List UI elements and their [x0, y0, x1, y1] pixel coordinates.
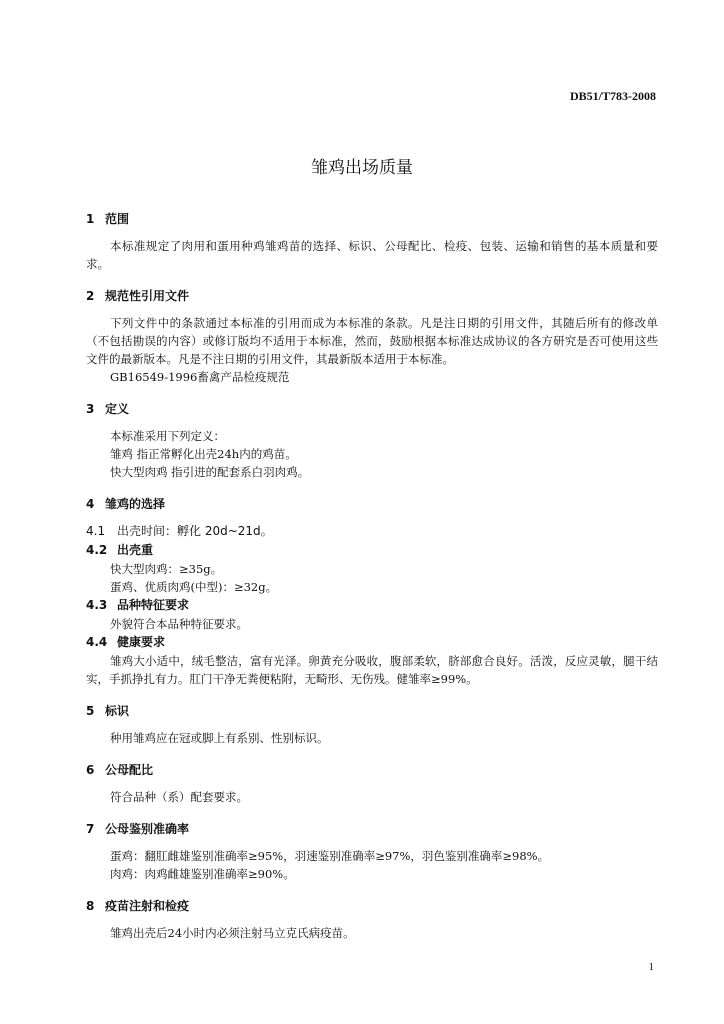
- section-labeling: [86, 702, 658, 747]
- page-title: 雏鸡出场质量: [311, 158, 413, 178]
- text-line: 本标准采用下列定义：: [110, 429, 225, 443]
- text-line: 外貌符合本品种特征要求。: [110, 617, 248, 631]
- definition-item: 快大型肉鸡 指引进的配套系白羽肉鸡。: [110, 465, 310, 479]
- section-chick-selection: [86, 495, 658, 688]
- document-body: [86, 210, 658, 956]
- paragraph: 下列文件中的条款通过本标准的引用而成为本标准的条款。凡是注日期的引用文件，其随后所有的修改单（不包括勘误的内容）或修订版均不适用于本标准，然而，鼓励根据本标准达成协议的各方研究是否可使用这些文件的最新版本。凡是不注日期的引用文件，其最新版本适用于本标准。: [86, 316, 658, 366]
- section-heading: 1 范围: [86, 212, 130, 226]
- paragraph: 雏鸡大小适中，绒毛整洁，富有光泽。卵黄充分吸收，腹部柔软，脐部愈合良好。活泼，反应灵敏，腿干结实，手抓挣扎有力。肛门干净无粪便粘附，无畸形、无伤残。健雏率≥99%。: [86, 654, 658, 686]
- document-code: DB51/T783-2008: [569, 89, 656, 103]
- section-vaccination: [86, 897, 658, 942]
- section-heading: 8 疫苗注射和检疫: [86, 899, 190, 913]
- section-heading: 2 规范性引用文件: [86, 289, 190, 303]
- subsection-heading: 4.2 出壳重: [86, 543, 154, 557]
- section-sex-ratio: [86, 761, 658, 806]
- section-definitions: [86, 400, 658, 481]
- paragraph: 本标准规定了肉用和蛋用种鸡雏鸡苗的选择、标识、公母配比、检疫、包装、运输和销售的基本质量和要求。: [86, 239, 658, 271]
- section-heading: 6 公母配比: [86, 763, 154, 777]
- definition-item: 雏鸡 指正常孵化出壳24h内的鸡苗。: [110, 447, 297, 461]
- page-number: 1: [648, 961, 654, 973]
- section-normative-references: [86, 287, 658, 386]
- text-line: 蛋鸡、优质肉鸡(中型)：≥32g。: [110, 580, 278, 594]
- text-line: 雏鸡出壳后24小时内必须注射马立克氏病疫苗。: [110, 926, 355, 940]
- subsection-hatch-time: 4.1 出壳时间：孵化 20d~21d。: [86, 524, 273, 538]
- subsection-heading: 4.4 健康要求: [86, 635, 166, 649]
- text-line: 符合品种（系）配套要求。: [110, 790, 248, 804]
- reference-item: GB16549-1996畜禽产品检疫规范: [110, 370, 290, 384]
- section-sexing-accuracy: [86, 820, 658, 883]
- text-line: 蛋鸡：翻肛雌雄鉴别准确率≥95%，羽速鉴别准确率≥97%，羽色鉴别准确率≥98%。: [110, 849, 550, 863]
- subsection-heading: 4.3 品种特征要求: [86, 598, 190, 612]
- section-heading: 4 雏鸡的选择: [86, 497, 166, 511]
- section-heading: 3 定义: [86, 402, 130, 416]
- text-line: 快大型肉鸡：≥35g。: [110, 562, 223, 576]
- text-line: 肉鸡：肉鸡雌雄鉴别准确率≥90%。: [110, 867, 295, 881]
- section-heading: 7 公母鉴别准确率: [86, 822, 190, 836]
- text-line: 种用雏鸡应在冠或脚上有系别、性别标识。: [110, 731, 329, 745]
- section-scope: [86, 210, 658, 273]
- section-heading: 5 标识: [86, 704, 130, 718]
